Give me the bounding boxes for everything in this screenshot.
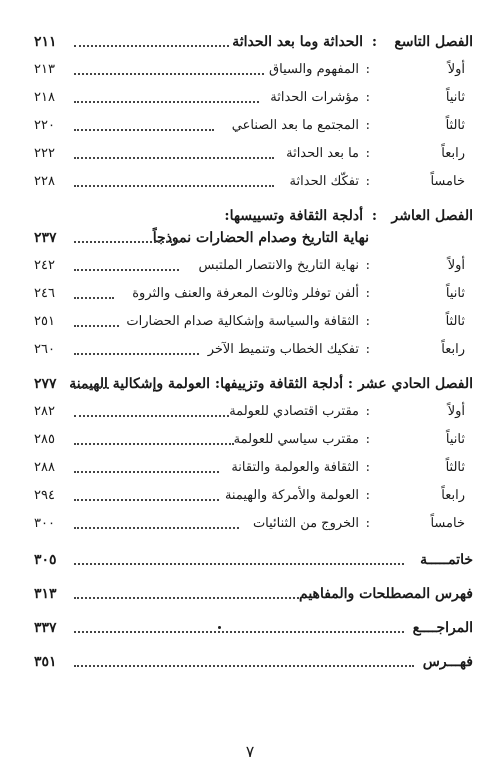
page-number-ref: ٢٧٧ — [34, 376, 57, 392]
toc-entry[interactable] — [34, 516, 473, 544]
toc-entry[interactable] — [34, 286, 473, 314]
print-speck — [218, 626, 221, 629]
entry-colon: : — [365, 342, 370, 357]
chapter-title: الحداثة وما بعد الحداثة — [232, 34, 363, 50]
leader-dots — [74, 499, 219, 501]
page-number-ref: ٢٢٢ — [34, 146, 55, 161]
page-number-ref: ٢٣٧ — [34, 230, 57, 246]
entry-colon: : — [365, 516, 370, 531]
toc-entry[interactable] — [34, 404, 473, 432]
chapter-colon: : — [371, 34, 377, 50]
page-number-ref: ٢٨٨ — [34, 460, 55, 475]
entry-label: ثالثاً — [445, 314, 465, 329]
leader-dots — [74, 241, 184, 243]
entry-colon: : — [365, 118, 370, 133]
entry-title: فهـــرس — [422, 654, 473, 670]
leader-dots — [74, 415, 229, 417]
toc-entry[interactable] — [34, 314, 473, 342]
entry-label: رابعاً — [441, 488, 465, 503]
entry-colon: : — [365, 286, 370, 301]
backmatter-conclusion[interactable] — [34, 552, 473, 586]
entry-colon: : — [365, 258, 370, 273]
chapter-title: أدلجة الثقافة وتسييسها: — [224, 208, 363, 224]
page-number-ref: ٢٤٦ — [34, 286, 55, 301]
leader-dots — [74, 387, 109, 389]
toc-entry[interactable] — [34, 62, 473, 90]
entry-title: العولمة والأمركة والهيمنة — [224, 488, 359, 503]
entry-title: تفكيك الخطاب وتنميط الآخر — [207, 342, 359, 357]
page-number-ref: ٢٨٢ — [34, 404, 55, 419]
leader-dots — [74, 353, 199, 355]
entry-label: ثانياً — [445, 90, 465, 105]
page-number-ref: ٢٩٤ — [34, 488, 55, 503]
page-number-ref: ٢١٨ — [34, 90, 55, 105]
chapter-colon: : — [371, 208, 377, 224]
leader-dots — [74, 185, 274, 187]
entry-title: ألفن توفلر وثالوث المعرفة والعنف والثروة — [132, 286, 359, 301]
toc-entry[interactable] — [34, 90, 473, 118]
entry-label: رابعاً — [441, 146, 465, 161]
leader-dots — [74, 45, 229, 47]
entry-colon: : — [365, 404, 370, 419]
chapter-label: الفصل الحادي عشر — [358, 376, 473, 392]
entry-colon: : — [365, 90, 370, 105]
leader-dots — [74, 129, 214, 131]
entry-title: الثقافة والعولمة والتقانة — [231, 460, 359, 475]
entry-label: ثانياً — [445, 432, 465, 447]
toc-entry[interactable] — [34, 342, 473, 370]
chapter-subtitle: نهاية التاريخ وصدام الحضارات نموذجاً — [152, 230, 369, 246]
entry-label: ثالثاً — [445, 118, 465, 133]
toc-entry[interactable] — [34, 118, 473, 146]
page-number-ref: ٢٤٢ — [34, 258, 55, 273]
page-number-ref: ٢٢٨ — [34, 174, 55, 189]
leader-dots — [74, 471, 219, 473]
entry-label: أولاً — [447, 258, 465, 273]
toc-entry[interactable] — [34, 258, 473, 286]
entry-title: المفهوم والسياق — [269, 62, 359, 77]
leader-dots — [74, 443, 234, 445]
backmatter-index[interactable] — [34, 654, 473, 688]
entry-label: ثانياً — [445, 286, 465, 301]
entry-title: نهاية التاريخ والانتصار الملتبس — [198, 258, 359, 273]
entry-label: رابعاً — [441, 342, 465, 357]
toc-entry[interactable] — [34, 146, 473, 174]
entry-title: تفكّك الحداثة — [289, 174, 359, 189]
chapter-11-heading[interactable] — [34, 376, 473, 404]
entry-label: خامساً — [430, 516, 465, 531]
leader-dots — [74, 597, 299, 599]
table-of-contents — [34, 34, 473, 688]
leader-dots — [74, 297, 114, 299]
page-number-ref: ٢٥١ — [34, 314, 55, 329]
toc-entry[interactable] — [34, 432, 473, 460]
entry-colon: : — [365, 146, 370, 161]
page-number-ref: ٣٥١ — [34, 654, 57, 670]
toc-entry[interactable] — [34, 460, 473, 488]
chapter-10-heading[interactable] — [34, 208, 473, 230]
page-number-ref: ٣٠٠ — [34, 516, 55, 531]
leader-dots — [74, 325, 119, 327]
page-number-ref: ٢١١ — [34, 34, 57, 50]
leader-dots — [74, 665, 414, 667]
chapter-10-subtitle[interactable] — [34, 230, 473, 258]
entry-label: أولاً — [447, 404, 465, 419]
entry-title: خاتمـــــة — [420, 552, 473, 568]
entry-title: فهرس المصطلحات والمفاهيم — [299, 586, 473, 602]
entry-colon: : — [365, 460, 370, 475]
page-number-ref: ٣٣٧ — [34, 620, 57, 636]
entry-colon: : — [365, 488, 370, 503]
toc-entry[interactable] — [34, 174, 473, 202]
entry-label: أولاً — [447, 62, 465, 77]
entry-label: ثالثاً — [445, 460, 465, 475]
leader-dots — [74, 101, 259, 103]
leader-dots — [74, 563, 404, 565]
chapter-colon: : — [347, 376, 353, 392]
entry-title: مؤشرات الحداثة — [270, 90, 359, 105]
entry-title: المجتمع ما بعد الصناعي — [231, 118, 359, 133]
page-footer-number: ٧ — [245, 742, 255, 761]
page-number-ref: ٢١٣ — [34, 62, 55, 77]
backmatter-glossary-index[interactable] — [34, 586, 473, 620]
entry-title: الثقافة والسياسة وإشكالية صدام الحضارات — [126, 314, 359, 329]
leader-dots — [74, 269, 179, 271]
page-number-ref: ٢٦٠ — [34, 342, 55, 357]
leader-dots — [74, 157, 274, 159]
chapter-label: الفصل العاشر — [391, 208, 473, 224]
page-number-ref: ٢٨٥ — [34, 432, 55, 447]
page-number-ref: ٢٢٠ — [34, 118, 55, 133]
page-number-ref: ٣٠٥ — [34, 552, 57, 568]
entry-colon: : — [365, 174, 370, 189]
leader-dots — [74, 527, 239, 529]
leader-dots — [74, 73, 264, 75]
entry-title: ما بعد الحداثة — [286, 146, 359, 161]
toc-entry[interactable] — [34, 488, 473, 516]
entry-label: خامساً — [430, 174, 465, 189]
chapter-title: أدلجة الثقافة وتزييفها: العولمة وإشكالية الهيمنة — [69, 376, 343, 392]
chapter-9-heading[interactable] — [34, 34, 473, 62]
entry-colon: : — [365, 62, 370, 77]
entry-colon: : — [365, 432, 370, 447]
leader-dots — [74, 631, 404, 633]
entry-title: مقترب سياسي للعولمة — [233, 432, 359, 447]
chapter-label: الفصل التاسع — [394, 34, 473, 50]
entry-title: الخروج من الثنائيات — [252, 516, 359, 531]
entry-title: المراجــــع — [412, 620, 473, 636]
page-number-ref: ٣١٣ — [34, 586, 57, 602]
backmatter-references[interactable] — [34, 620, 473, 654]
entry-title: مقترب اقتصادي للعولمة — [229, 404, 359, 419]
entry-colon: : — [365, 314, 370, 329]
